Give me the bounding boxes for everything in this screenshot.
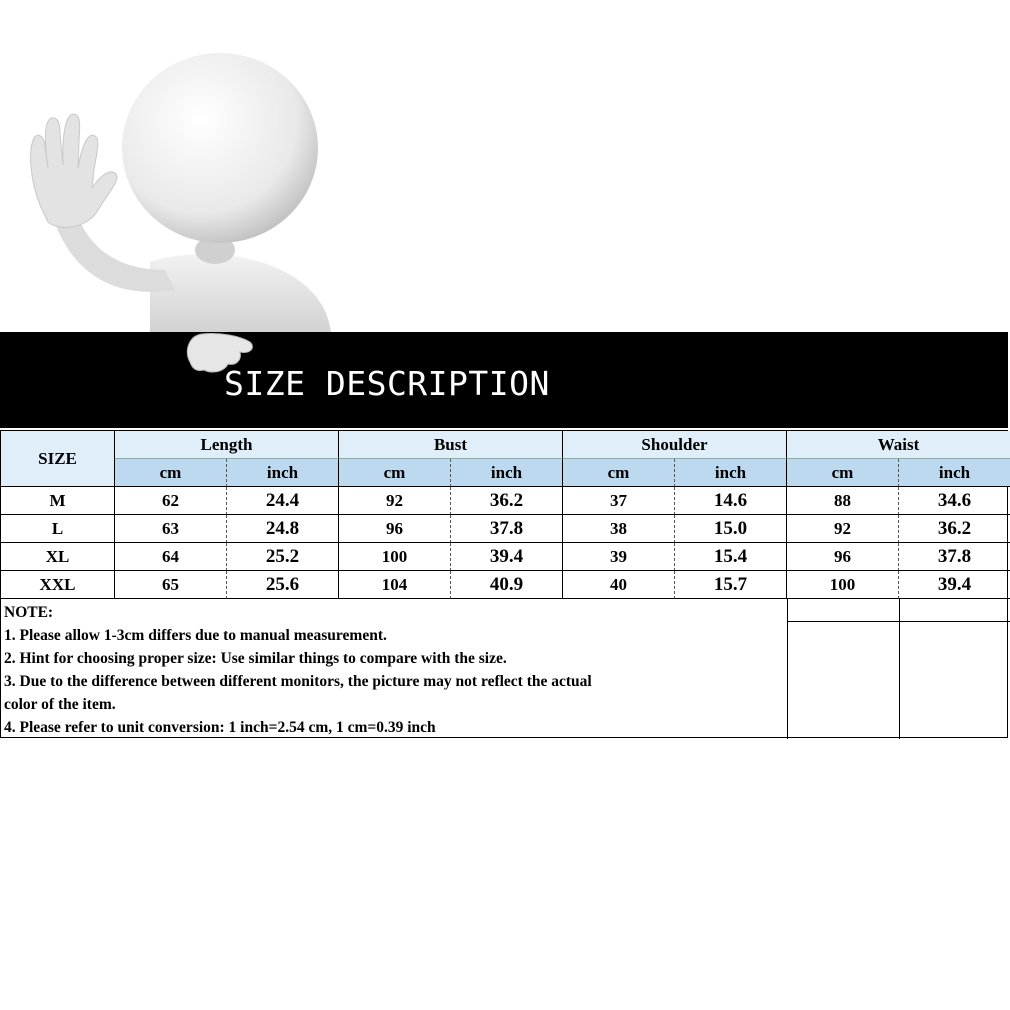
notes-heading: NOTE: <box>4 604 54 621</box>
column-group-waist: Waist <box>787 431 1010 459</box>
unit-header-inch: inch <box>899 459 1010 487</box>
table-cell: 96 <box>339 515 451 543</box>
unit-header-inch: inch <box>227 459 339 487</box>
column-group-length: Length <box>115 431 339 459</box>
table-cell: 62 <box>115 487 227 515</box>
note-line: 4. Please refer to unit conversion: 1 inch=2.54 cm, 1 cm=0.39 inch <box>4 719 436 736</box>
unit-header-inch: inch <box>675 459 787 487</box>
table-cell: 92 <box>787 515 899 543</box>
table-cell: 39 <box>563 543 675 571</box>
table-cell: 37.8 <box>899 543 1010 571</box>
note-line: 2. Hint for choosing proper size: Use similar things to compare with the size. <box>4 650 507 667</box>
table-cell: 15.4 <box>675 543 787 571</box>
table-cell: 40 <box>563 571 675 599</box>
table-cell: 25.6 <box>227 571 339 599</box>
banner-title: SIZE DESCRIPTION <box>224 364 550 403</box>
unit-header-cm: cm <box>115 459 227 487</box>
size-label: XL <box>1 543 115 571</box>
size-label: M <box>1 487 115 515</box>
note-line: 3. Due to the difference between different monitors, the picture may not reflect the actual <box>4 673 592 690</box>
table-cell: 24.4 <box>227 487 339 515</box>
table-cell: 63 <box>115 515 227 543</box>
table-cell: 88 <box>787 487 899 515</box>
table-cell: 96 <box>787 543 899 571</box>
table-cell: 15.7 <box>675 571 787 599</box>
unit-header-cm: cm <box>563 459 675 487</box>
table-cell: 14.6 <box>675 487 787 515</box>
table-cell: 37.8 <box>451 515 563 543</box>
size-column-header: SIZE <box>1 431 115 487</box>
note-line: 1. Please allow 1-3cm differs due to manual measurement. <box>4 627 387 644</box>
grid-divider <box>787 599 788 739</box>
notes-section <box>4 601 784 739</box>
table-cell: 100 <box>339 543 451 571</box>
size-label: L <box>1 515 115 543</box>
column-group-shoulder: Shoulder <box>563 431 787 459</box>
unit-header-inch: inch <box>451 459 563 487</box>
table-cell: 25.2 <box>227 543 339 571</box>
table-cell: 39.4 <box>899 571 1010 599</box>
table-cell: 64 <box>115 543 227 571</box>
note-line: color of the item. <box>4 696 116 713</box>
unit-header-cm: cm <box>339 459 451 487</box>
table-cell: 100 <box>787 571 899 599</box>
grid-divider <box>899 599 900 739</box>
table-cell: 36.2 <box>451 487 563 515</box>
table-cell: 92 <box>339 487 451 515</box>
size-label: XXL <box>1 571 115 599</box>
table-cell: 36.2 <box>899 515 1010 543</box>
unit-header-cm: cm <box>787 459 899 487</box>
table-cell: 15.0 <box>675 515 787 543</box>
table-cell: 34.6 <box>899 487 1010 515</box>
table-cell: 38 <box>563 515 675 543</box>
table-cell: 24.8 <box>227 515 339 543</box>
resting-hand-illustration <box>180 322 260 378</box>
table-cell: 65 <box>115 571 227 599</box>
column-group-bust: Bust <box>339 431 563 459</box>
table-cell: 40.9 <box>451 571 563 599</box>
table-cell: 104 <box>339 571 451 599</box>
table-cell: 39.4 <box>451 543 563 571</box>
table-cell: 37 <box>563 487 675 515</box>
grid-divider <box>787 621 1010 622</box>
